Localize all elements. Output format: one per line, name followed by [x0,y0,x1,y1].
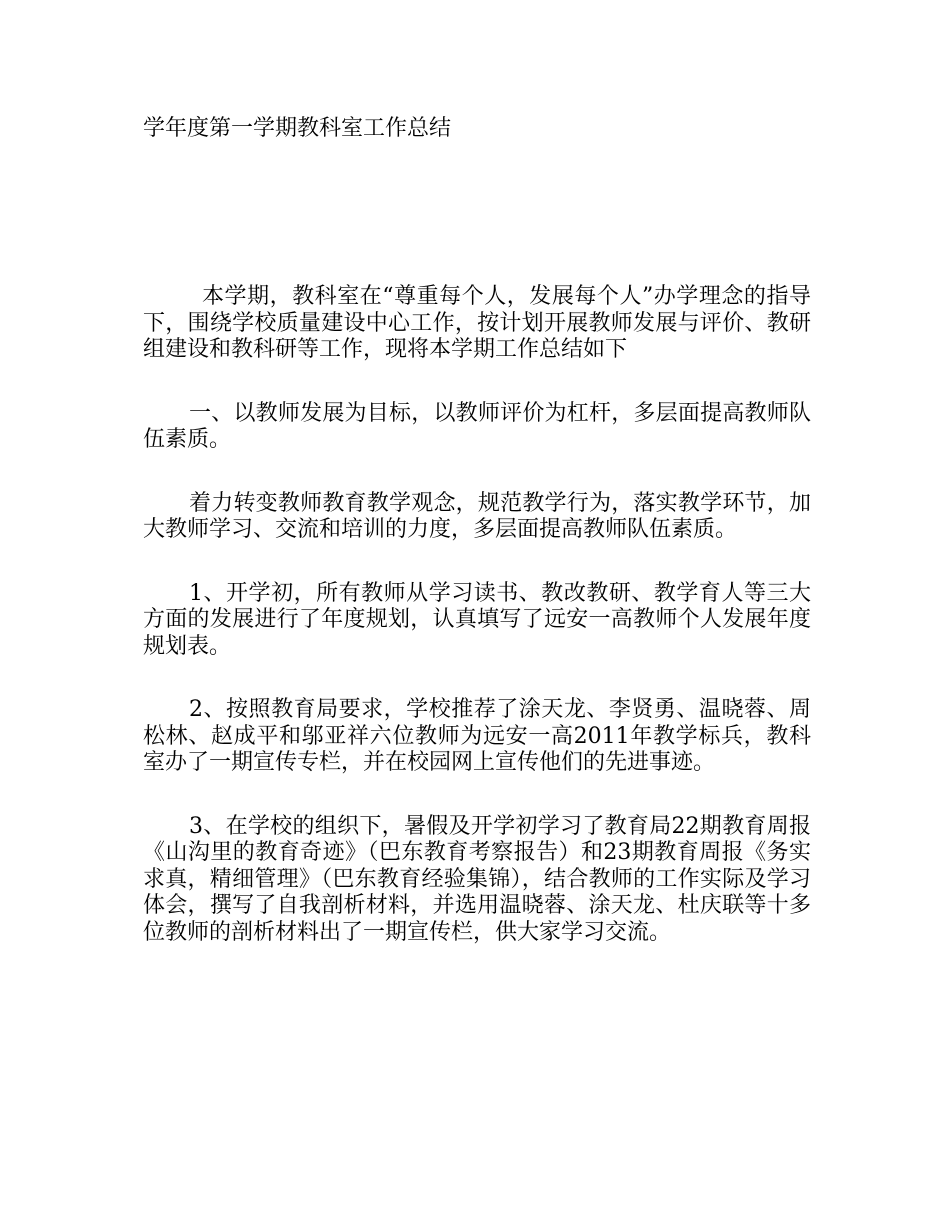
paragraph-overview: 着力转变教师教育教学观念，规范教学行为，落实教学环节，加大教师学习、交流和培训的力度，多层面提高教师队伍素质。 [143,490,811,542]
paragraph-gap [143,454,811,491]
list-item-1: 1、开学初，所有教师从学习读书、教改教研、教学育人等三大方面的发展进行了年度规划，认真填写了远安一高教师个人发展年度规划表。 [143,580,811,659]
list-item-3: 3、在学校的组织下，暑假及开学初学习了教育局22期教育周报《山沟里的教育奇迹》（巴东教育考察报告）和23期教育周报《务实求真，精细管理》（巴东教育经验集锦），结合教师的工作实际及学习体会，撰写了自我剖析材料，并选用温晓蓉、涂天龙、杜庆联等十多位教师的剖析材料出了一期宣传栏，供大家学习交流。 [143,813,811,945]
paragraph-gap [143,660,811,697]
document-title: 学年度第一学期教科室工作总结 [143,116,452,141]
paragraph-intro: 本学期，教科室在“尊重每个人，发展每个人”办学理念的指导下，围绕学校质量建设中心工作，按计划开展教师发展与评价、教研组建设和教科研等工作，现将本学期工作总结如下 [143,284,811,362]
paragraph-gap [143,364,811,401]
paragraph-gap [143,777,811,814]
section-heading-1: 一、以教师发展为目标，以教师评价为杠杆，多层面提高教师队伍素质。 [143,400,811,452]
paragraph-gap [143,544,811,581]
document-body [143,284,811,946]
list-item-2: 2、按照教育局要求，学校推荐了涂天龙、李贤勇、温晓蓉、周松林、赵成平和邬亚祥六位教师为远安一高2011年教学标兵，教科室办了一期宣传专栏，并在校园网上宣传他们的先进事迹。 [143,697,811,775]
